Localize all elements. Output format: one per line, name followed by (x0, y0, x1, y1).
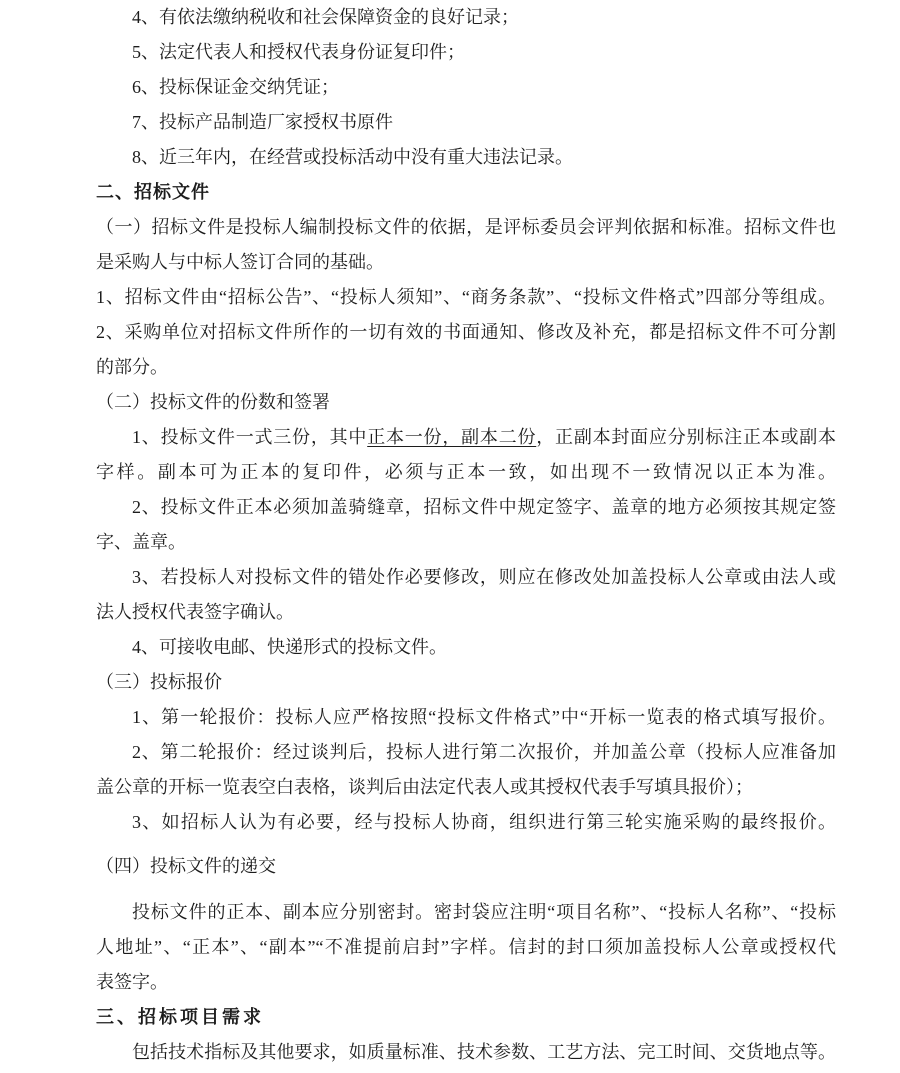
document-page (96, 0, 836, 1070)
para-supplements-line-1: 2、采购单位对招标文件所作的一切有效的书面通知、修改及补充，都是招标文件不可分割 (96, 322, 836, 342)
para-corrections-line-2: 法人授权代表签字确认。 (96, 602, 294, 622)
para-email-delivery: 4、可接收电邮、快递形式的投标文件。 (132, 637, 447, 657)
para-supplements-line-2: 的部分。 (96, 357, 168, 377)
subsection-submission: （四）投标文件的递交 (96, 856, 276, 876)
list-item-5: 5、法定代表人和授权代表身份证复印件； (132, 42, 465, 62)
para-basis-line-2: 是采购人与中标人签订合同的基础。 (96, 252, 384, 272)
para-corrections-line-1: 3、若投标人对投标文件的错处作必要修改，则应在修改处加盖投标人公章或由法人或 (132, 567, 836, 587)
para-first-round: 1、第一轮报价：投标人应严格按照“投标文件格式”中“开标一览表的格式填写报价。 (132, 707, 836, 727)
subsection-copies-signing: （二）投标文件的份数和签署 (96, 392, 330, 412)
copies-text-before-underline: 1、投标文件一式三份，其中 (132, 427, 368, 447)
para-seal-line-1: 2、投标文件正本必须加盖骑缝章，招标文件中规定签字、盖章的地方必须按其规定签 (132, 497, 836, 517)
para-sealing-line-1: 投标文件的正本、副本应分别密封。密封袋应注明“项目名称”、“投标人名称”、“投标 (132, 902, 836, 922)
section-heading-project-requirements: 三、招标项目需求 (96, 1007, 264, 1027)
para-copies-line-2: 字样。副本可为正本的复印件，必须与正本一致，如出现不一致情况以正本为准。 (96, 462, 836, 482)
para-second-round-line-1: 2、第二轮报价：经过谈判后，投标人进行第二次报价，并加盖公章（投标人应准备加 (132, 742, 836, 762)
para-sealing-line-2: 人地址”、“正本”、“副本”“不准提前启封”字样。信封的封口须加盖投标人公章或授权代 (96, 937, 836, 957)
para-copies-line-1 (96, 420, 836, 455)
list-item-7: 7、投标产品制造厂家授权书原件 (132, 112, 393, 132)
list-item-8: 8、近三年内，在经营或投标活动中没有重大违法记录。 (132, 147, 573, 167)
para-basis-line-1: （一）招标文件是投标人编制投标文件的依据，是评标委员会评判依据和标准。招标文件也 (96, 217, 836, 237)
section-heading-tender-documents: 二、招标文件 (96, 182, 210, 202)
para-second-round-line-2: 盖公章的开标一览表空白表格，谈判后由法定代表人或其授权代表手写填具报价）； (96, 777, 753, 797)
subsection-bid-price: （三）投标报价 (96, 672, 222, 692)
list-item-4: 4、有依法缴纳税收和社会保障资金的良好记录； (132, 7, 519, 27)
para-requirements: 包括技术指标及其他要求，如质量标准、技术参数、工艺方法、完工时间、交货地点等。 (132, 1042, 836, 1062)
copies-underlined-text: 正本一份，副本二份 (367, 427, 537, 447)
para-third-round: 3、如招标人认为有必要，经与投标人协商，组织进行第三轮实施采购的最终报价。 (132, 812, 836, 832)
para-sealing-line-3: 表签字。 (96, 972, 168, 992)
copies-text-after-underline: ，正副本封面应分别标注正本或副本 (536, 427, 837, 447)
para-seal-line-2: 字、盖章。 (96, 532, 186, 552)
list-item-6: 6、投标保证金交纳凭证； (132, 77, 339, 97)
para-composition: 1、招标文件由“招标公告”、“投标人须知”、“商务条款”、“投标文件格式”四部分等组成。 (96, 287, 836, 307)
